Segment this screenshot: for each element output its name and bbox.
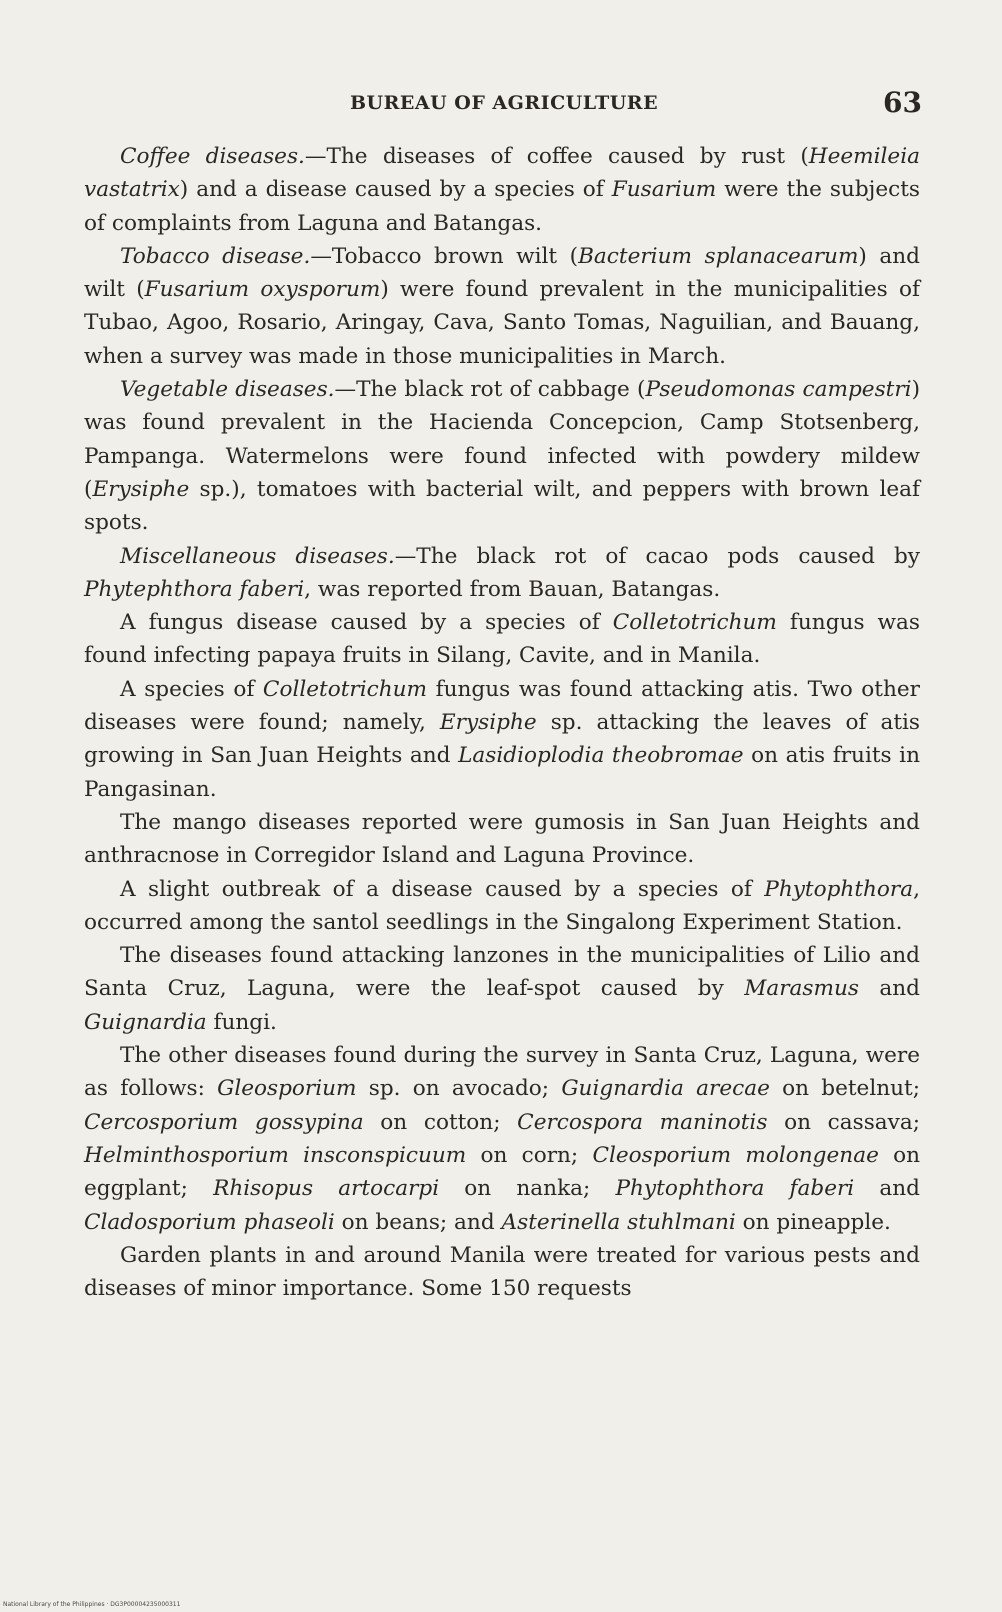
paragraph	[84, 873, 920, 940]
text-run: fungi.	[206, 1009, 277, 1035]
text-run: fungus was found attacking atis. Two other diseases were found; namely,	[84, 676, 920, 736]
italic-run: Cercosporium gossypina	[84, 1109, 364, 1135]
text-run: A slight outbreak of a disease caused by a species of	[120, 876, 765, 902]
text-run: fungus was found infecting papaya fruits in Silang, Cavite, and in Manila.	[84, 610, 920, 669]
text-run: and	[858, 976, 920, 1002]
page-body	[84, 140, 920, 1305]
paragraph	[84, 673, 920, 806]
italic-run: Phytophthora	[764, 876, 914, 902]
italic-run: Phytophthora faberi	[615, 1176, 855, 1202]
italic-run: Cladosporium phaseoli	[84, 1209, 335, 1235]
italic-run: Helminthosporium insconspicuum	[84, 1142, 467, 1168]
paragraph	[84, 1239, 920, 1306]
italic-run: Gleosporium	[217, 1076, 357, 1102]
italic-run: Colletotrichum	[262, 676, 428, 702]
text-run: on eggplant;	[84, 1142, 920, 1202]
text-run: A fungus disease caused by a species of	[120, 610, 613, 636]
text-run: —The black rot of cabbage (	[334, 377, 646, 403]
text-run: sp. on avocado;	[356, 1076, 562, 1102]
paragraph	[84, 939, 920, 1039]
italic-run: Heemileia vastatrix	[84, 144, 920, 203]
italic-run: Cleosporium molongenae	[592, 1142, 879, 1168]
italic-run: Colletotrichum	[612, 610, 777, 636]
text-run: Garden plants in and around Manila were treated for various pests and diseases of minor importance. Some 150 requests	[84, 1242, 920, 1302]
paragraph	[84, 140, 920, 240]
text-run: The diseases found attacking lanzones in the municipalities of Lilio and Santa Cruz, Laguna, were the leaf-spot caused by	[84, 943, 920, 1002]
text-run: were the subjects of complaints from Laguna and Batangas.	[84, 177, 920, 236]
page-number: 63	[883, 86, 922, 119]
text-run: on pineapple.	[735, 1209, 891, 1235]
text-run: on cassava;	[767, 1109, 921, 1135]
italic-run: Fusarium oxysporum	[144, 277, 381, 303]
italic-run: Phytephthora faberi	[84, 576, 305, 602]
text-run: ) and a disease caused by a species of	[179, 177, 612, 203]
text-run: sp. attacking the leaves of atis growing in San Juan Heights and	[84, 710, 920, 769]
paragraph	[84, 806, 920, 873]
italic-run: Erysiphe	[439, 710, 537, 736]
italic-run: Bacterium splanacearum	[578, 243, 859, 269]
text-run: The mango diseases reported were gumosis in San Juan Heights and anthracnose in Corregidor Island and Laguna Province.	[84, 809, 920, 869]
paragraph	[84, 540, 920, 607]
paragraph	[84, 240, 920, 373]
italic-run: Erysiphe	[92, 476, 190, 502]
italic-run: Coffee diseases.	[120, 144, 305, 169]
text-run: ) was found prevalent in the Hacienda Concepcion, Camp Stotsenberg, Pampanga. Watermelons were found infected with powdery mildew (	[84, 377, 920, 502]
text-run: , occurred among the santol seedlings in the Singalong Experiment Station.	[84, 876, 920, 935]
italic-run: Fusarium	[611, 177, 717, 203]
text-run: A species of	[120, 676, 263, 702]
italic-run: Lasidioplodia theobromae	[458, 743, 744, 769]
text-run: on beans; and	[334, 1209, 502, 1235]
text-run: The other diseases found during the survey in Santa Cruz, Laguna, were as follows:	[84, 1043, 920, 1102]
paragraph	[84, 606, 920, 673]
paragraph	[84, 1039, 920, 1239]
italic-run: Rhisopus artocarpi	[213, 1176, 440, 1202]
text-run: —Tobacco brown wilt (	[310, 243, 579, 269]
text-run: —The diseases of coffee caused by rust (	[304, 144, 809, 169]
text-run: on nanka;	[439, 1176, 616, 1202]
running-head: BUREAU OF AGRICULTURE	[349, 92, 659, 114]
text-run: and	[854, 1176, 920, 1202]
library-stamp: National Library of the Philippines · DG3P00004235000311	[3, 1601, 181, 1608]
text-run: on corn;	[466, 1142, 593, 1168]
italic-run: Cercospora maninotis	[517, 1109, 768, 1135]
italic-run: Miscellaneous diseases.	[120, 543, 395, 569]
italic-run: Vegetable diseases.	[120, 377, 335, 403]
text-run: on betelnut;	[769, 1076, 920, 1102]
italic-run: Asterinella stuhlmani	[501, 1209, 736, 1235]
text-run: on atis fruits in Pangasinan.	[84, 743, 920, 802]
italic-run: Marasmus	[744, 976, 859, 1002]
text-run: , was reported from Bauan, Batangas.	[304, 576, 721, 602]
italic-run: Guignardia	[84, 1009, 207, 1035]
text-run: sp.), tomatoes with bacterial wilt, and peppers with brown leaf spots.	[84, 476, 920, 536]
italic-run: Tobacco disease.	[120, 243, 311, 269]
paragraph	[84, 373, 920, 539]
text-run: ) and wilt (	[84, 243, 920, 303]
italic-run: Guignardia arecae	[561, 1076, 770, 1102]
italic-run: Pseudomonas campestri	[645, 377, 912, 403]
text-run: on cotton;	[363, 1109, 518, 1135]
text-run: ) were found prevalent in the municipalities of Tubao, Agoo, Rosario, Aringay, Cava, Santo Tomas, Naguilian, and Bauang, when a survey was made in those municipalities in March.	[84, 277, 920, 369]
text-run: —The black rot of cacao pods caused by	[394, 543, 920, 569]
page-header	[80, 88, 928, 128]
